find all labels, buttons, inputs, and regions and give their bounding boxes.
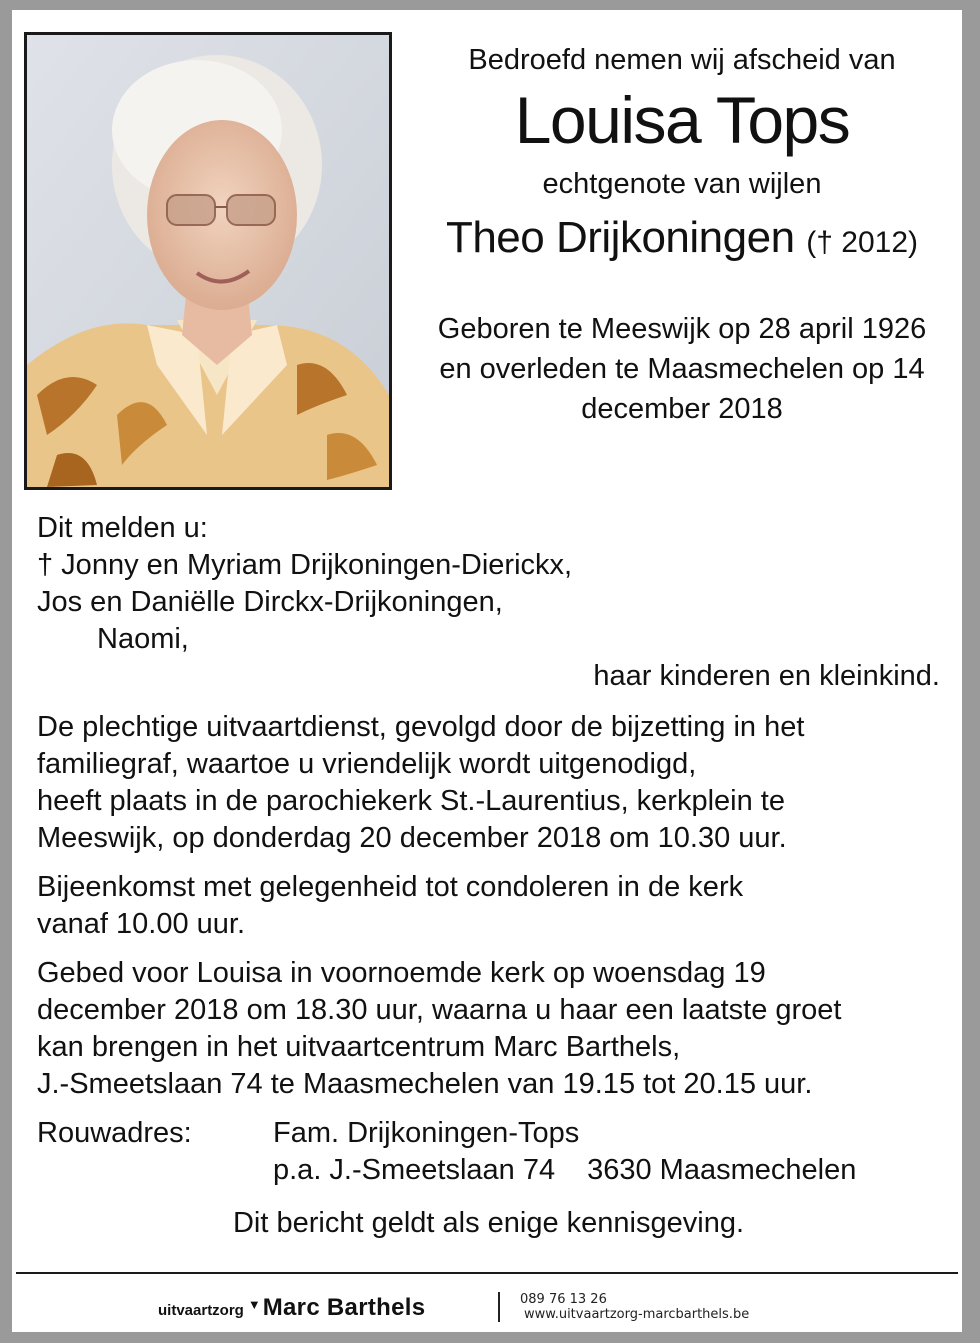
address-street: p.a. J.-Smeetslaan 74 (273, 1154, 556, 1186)
funeral-p3-line2: december 2018 om 18.30 uur, waarna u haar een laatste groet (37, 994, 842, 1026)
announcement-body (37, 510, 940, 1242)
brand-name: Marc Barthels (262, 1294, 426, 1321)
footer-vertical-divider (498, 1292, 500, 1322)
spouse-intro: echtgenote van wijlen (542, 168, 822, 200)
funeral-p2-line1: Bijeenkomst met gelegenheid tot condoleren in de kerk (37, 871, 744, 903)
funeral-p3-line3: kan brengen in het uitvaartcentrum Marc Barthels, (37, 1031, 681, 1063)
funeral-p3-line4: J.-Smeetslaan 74 te Maasmechelen van 19.15 tot 20.15 uur. (37, 1068, 813, 1100)
family-line-2: Jos en Daniëlle Dirckx-Drijkoningen, (37, 586, 503, 618)
footer-phone: 089 76 13 26 (520, 1292, 607, 1307)
birth-line: Geboren te Meeswijk op 28 april 1926 (437, 313, 927, 345)
deceased-name: Louisa Tops (514, 83, 850, 157)
life-dates (412, 311, 952, 427)
family-relation: haar kinderen en kleinkind. (593, 660, 940, 692)
funeral-p1-line2: familiegraf, waartoe u vriendelijk wordt uitgenodigd, (37, 748, 697, 780)
funeral-p3-line1: Gebed voor Louisa in voornoemde kerk op woensdag 19 (37, 957, 766, 989)
obituary-card (12, 10, 962, 1332)
funeral-p2-line2: vanaf 10.00 uur. (37, 908, 245, 940)
closing-note: Dit bericht geldt als enige kennisgeving. (232, 1207, 745, 1239)
footer-divider-line (16, 1272, 958, 1274)
footer-contact (520, 1292, 749, 1322)
portrait-photo (24, 32, 392, 490)
funeral-p1-line3: heeft plaats in de parochiekerk St.-Laurentius, kerkplein te (37, 785, 785, 817)
header-block (412, 36, 952, 431)
family-line-3: Naomi, (97, 623, 189, 655)
death-date-line: december 2018 (581, 393, 783, 425)
spouse-line (412, 210, 952, 271)
funeral-p1-line4: Meeswijk, op donderdag 20 december 2018 om 10.30 uur. (37, 822, 787, 854)
footer (12, 1280, 962, 1326)
intro-text: Bedroefd nemen wij afscheid van (468, 44, 896, 76)
funeral-home-logo (158, 1294, 425, 1322)
address-label: Rouwadres: (37, 1117, 192, 1149)
brand-small-text: uitvaartzorg (158, 1302, 244, 1319)
family-line-1: † Jonny en Myriam Drijkoningen-Dierickx, (37, 549, 573, 581)
spouse-death-year: († 2012) (806, 226, 919, 259)
spouse-name: Theo Drijkoningen (445, 213, 795, 262)
footer-website[interactable]: www.uitvaartzorg-marcbarthels.be (524, 1307, 750, 1322)
funeral-p1-line1: De plechtige uitvaartdienst, gevolgd door de bijzetting in het (37, 711, 805, 743)
death-line: en overleden te Maasmechelen op 14 (439, 353, 925, 385)
address-row-2 (37, 1152, 940, 1189)
address-family: Fam. Drijkoningen-Tops (273, 1117, 580, 1149)
address-city: 3630 Maasmechelen (587, 1154, 857, 1186)
announcement-intro: Dit melden u: (37, 512, 208, 544)
triangle-icon: ▼ (247, 1297, 261, 1312)
address-row (37, 1115, 940, 1152)
